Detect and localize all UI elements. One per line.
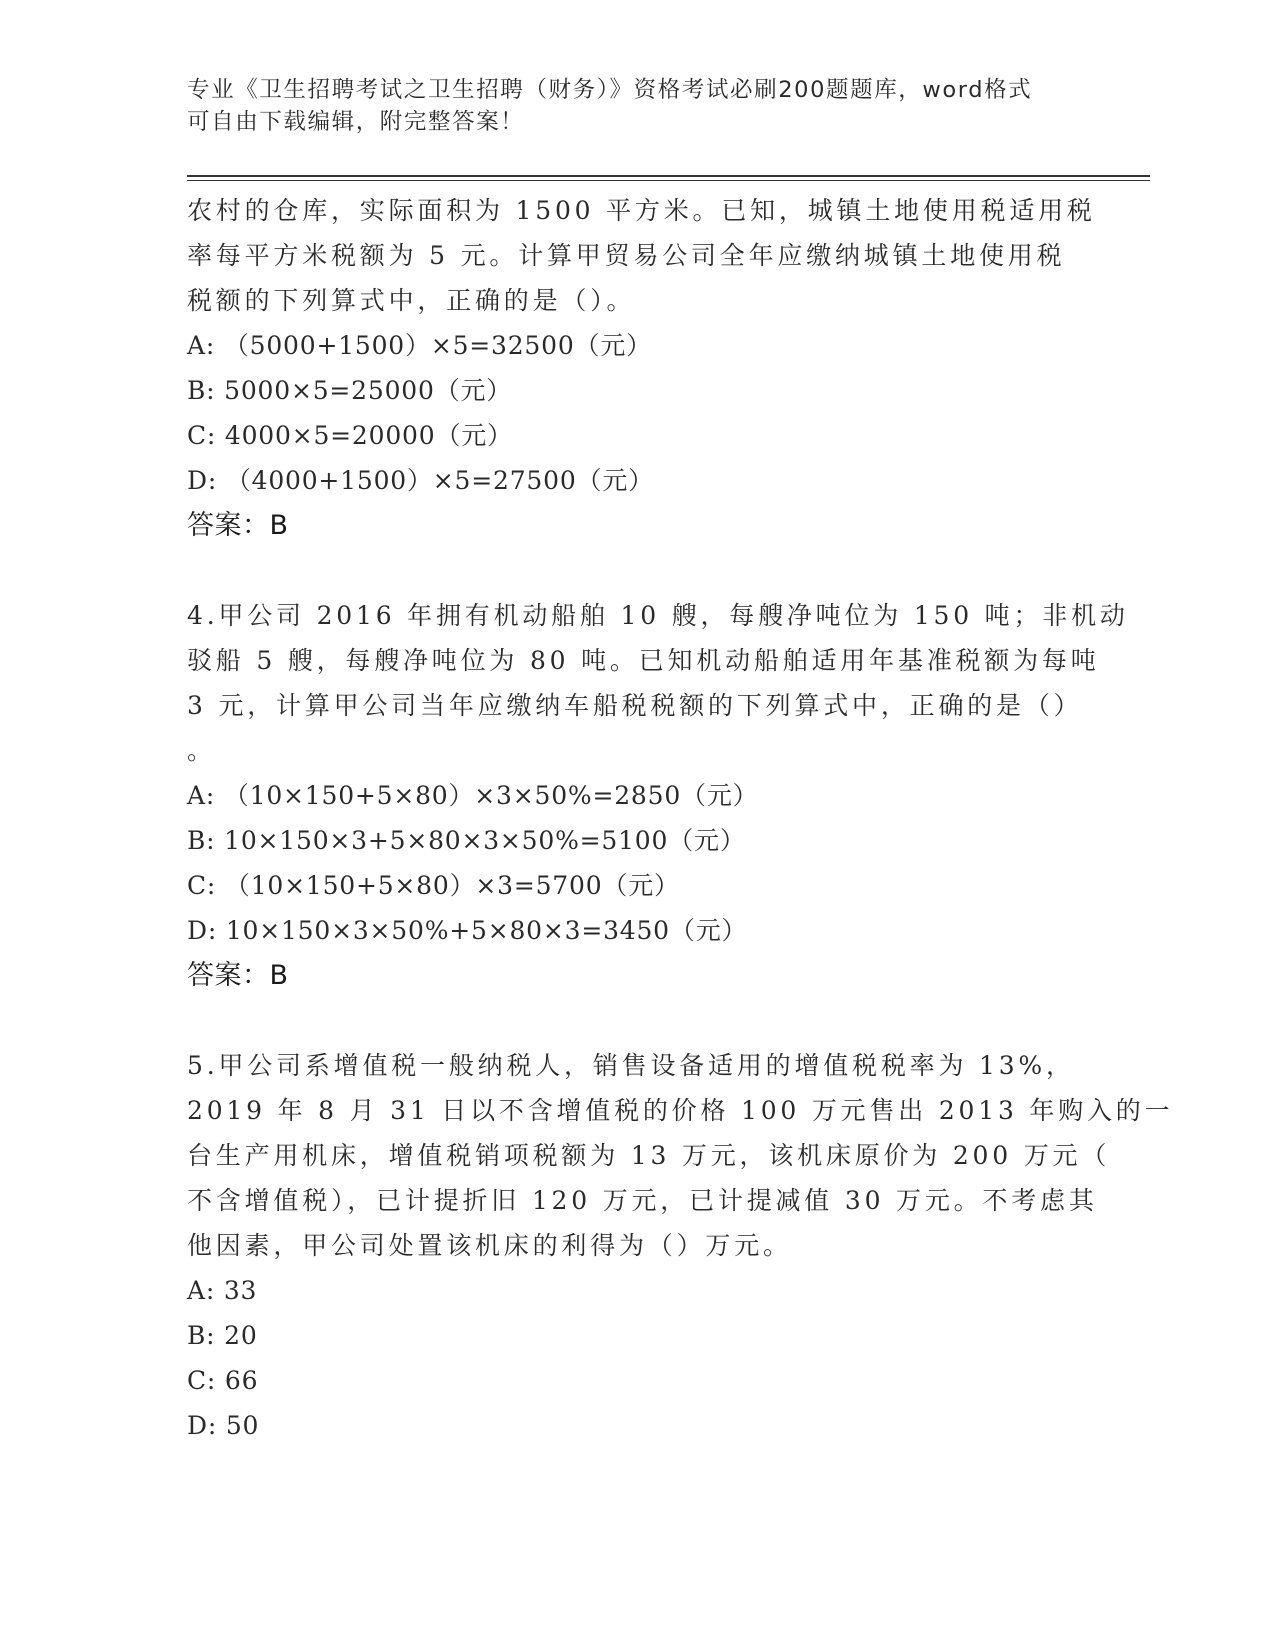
question-text-line: 4.甲公司 2016 年拥有机动船舶 10 艘，每艘净吨位为 150 吨；非机动 <box>187 601 1129 630</box>
question-text-line: 农村的仓库，实际面积为 1500 平方米。已知，城镇土地使用税适用税 <box>187 196 1096 225</box>
question-text-line: 不含增值税），已计提折旧 120 万元，已计提减值 30 万元。不考虑其 <box>187 1186 1098 1215</box>
option-c: C: （10×150+5×80）×3=5700（元） <box>187 871 680 900</box>
spacer <box>187 548 1087 593</box>
header-line-2: 可自由下载编辑，附完整答案！ <box>187 109 525 135</box>
header-rule-thick <box>187 175 1150 177</box>
question-text-line: 驳船 5 艘，每艘净吨位为 80 吨。已知机动船舶适用年基准税额为每吨 <box>187 646 1100 675</box>
question-text-line: 台生产用机床，增值税销项税额为 13 万元，该机床原价为 200 万元（ <box>187 1141 1111 1170</box>
option-a: A: 33 <box>187 1276 258 1305</box>
question-text-line: 2019 年 8 月 31 日以不含增值税的价格 100 万元售出 2013 年购入的一 <box>187 1096 1174 1125</box>
question-text-line: 3 元，计算甲公司当年应缴纳车船税税额的下列算式中，正确的是（） <box>187 691 1083 720</box>
question-text-line: 率每平方米税额为 5 元。计算甲贸易公司全年应缴纳城镇土地使用税 <box>187 241 1066 270</box>
option-b: B: 10×150×3+5×80×3×50%=5100（元） <box>187 826 746 855</box>
question-5 <box>187 1043 1174 1448</box>
option-d: D: （4000+1500）×5=27500（元） <box>187 466 654 495</box>
question-text-line: 。 <box>187 736 216 765</box>
document-header <box>187 74 1087 138</box>
question-3 <box>187 188 1096 548</box>
spacer <box>187 998 1087 1043</box>
option-c: C: 4000×5=20000（元） <box>187 421 513 450</box>
header-rule-thin <box>187 180 1150 181</box>
question-text-line: 税额的下列算式中，正确的是（）。 <box>187 286 636 315</box>
question-4 <box>187 593 1129 998</box>
option-a: A: （10×150+5×80）×3×50%=2850（元） <box>187 781 759 810</box>
header-line-1: 专业《卫生招聘考试之卫生招聘（财务）》资格考试必刷200题题库，word格式 <box>187 77 1033 103</box>
option-d: D: 10×150×3×50%+5×80×3=3450（元） <box>187 916 748 945</box>
question-text-line: 他因素，甲公司处置该机床的利得为（）万元。 <box>187 1231 792 1260</box>
option-b: B: 5000×5=25000（元） <box>187 376 513 405</box>
document-body <box>187 188 1174 1448</box>
answer-label: 答案：B <box>187 960 289 991</box>
answer-label: 答案：B <box>187 510 289 541</box>
option-b: B: 20 <box>187 1321 258 1350</box>
question-text-line: 5.甲公司系增值税一般纳税人，销售设备适用的增值税税率为 13%， <box>187 1051 1075 1080</box>
option-a: A: （5000+1500）×5=32500（元） <box>187 331 652 360</box>
option-c: C: 66 <box>187 1366 259 1395</box>
option-d: D: 50 <box>187 1411 260 1440</box>
